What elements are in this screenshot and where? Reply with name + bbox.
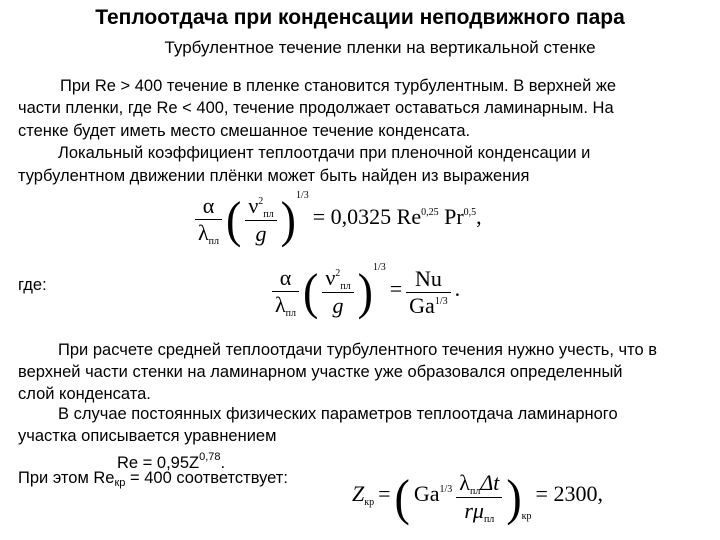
right-paren: ) [357, 263, 373, 320]
outer-subscript: кр [521, 511, 532, 523]
text-line-9: В случае постоянных физических параметров теплоотдача ламинарного [58, 405, 618, 423]
g-symbol: g [255, 221, 267, 247]
equation-re-main: Re = 0,95Z [117, 454, 200, 472]
nusselt-symbol: Nu [406, 266, 450, 293]
lambda-subscript: пл [285, 308, 297, 320]
text-line-3: стенке будет иметь место смешанное течение конденсата. [18, 122, 471, 140]
fraction-nu-ga [406, 266, 450, 319]
lambda-subscript: пл [469, 486, 481, 497]
text-line-6: При расчете средней теплоотдачи турбулентного течения нужно учесть, что в [58, 341, 658, 359]
nu-symbol: ν [325, 265, 336, 291]
text-line-11-pre: При этом Re [18, 469, 115, 487]
mu-subscript: пл [483, 514, 495, 525]
alpha-symbol: α [272, 265, 299, 292]
fraction-alpha-lambda [195, 193, 222, 247]
galileo-symbol: Ga [409, 292, 435, 318]
page-subtitle: Турбулентное течение пленки на вертикальной стенке [164, 38, 596, 57]
equation-re-power: 0,78 [199, 451, 221, 463]
power-one-third: 1/3 [295, 190, 309, 201]
formula-nusselt-relation [272, 262, 460, 319]
formula-tail: , [597, 481, 603, 507]
pr-power: 0,5 [463, 207, 477, 218]
fraction-nu-g [322, 265, 353, 319]
formula-rhs: = 0,0325 Re [312, 204, 422, 229]
formula-critical-z [352, 470, 603, 525]
text-line-8: слой конденсата. [18, 385, 151, 403]
g-symbol: g [332, 293, 344, 319]
lambda-symbol: λ [275, 292, 286, 318]
re-power: 0,25 [421, 207, 439, 218]
z-subscript: кр [364, 497, 375, 509]
fraction-alpha-lambda [272, 265, 299, 319]
page-title: Теплоотдача при конденсации неподвижного пара [95, 6, 625, 29]
re-critical-subscript: кр [114, 477, 126, 489]
text-line-4: Локальный коэффициент теплоотдачи при пленочной конденсации и [58, 144, 591, 162]
lambda-subscript: пл [208, 236, 220, 248]
galileo-power: 1/3 [439, 484, 453, 496]
text-line-11-post: = 400 соответствует: [125, 469, 288, 487]
text-line-10: участка описывается уравнением [18, 427, 277, 445]
formula-tail: . [454, 276, 461, 301]
lambda-symbol: λ [459, 470, 470, 495]
left-paren: ( [226, 191, 242, 248]
equation-re-end: . [220, 454, 226, 472]
left-paren: ( [394, 468, 410, 525]
alpha-symbol: α [195, 193, 222, 220]
lambda-symbol: λ [198, 220, 209, 246]
text-line-2: части пленки, где Re < 400, течение продолжает оставаться ламинарным. На [18, 99, 614, 117]
nu-power: 2 [258, 196, 264, 208]
text-line-1: При Re > 400 течение в пленке становится турбулентным. В верхней же [60, 77, 617, 95]
text-line-7: верхней части стенки на ламинарном участке уже образовался определенный [18, 363, 623, 381]
formula-tail: , [476, 204, 482, 229]
right-paren: ) [506, 468, 522, 525]
fraction-nu-g [245, 193, 276, 247]
delta-t: Δt [480, 470, 500, 495]
text-line-5: турбулентном движении плёнки может быть найден из выражения [18, 167, 530, 185]
formula-local-coefficient [195, 190, 482, 247]
fraction-lambda-dt [456, 470, 502, 525]
left-paren: ( [303, 263, 319, 320]
r-mu-symbol: rμ [464, 498, 484, 523]
nu-subscript: пл [263, 209, 274, 221]
nu-subscript: пл [340, 281, 351, 293]
nu-symbol: ν [248, 193, 259, 219]
galileo-power: 1/3 [434, 295, 448, 307]
text-gde: где: [18, 276, 47, 294]
galileo-symbol: Ga [413, 481, 440, 507]
formula-rhs: = 2300 [535, 481, 598, 507]
pr-symbol: Pr [438, 204, 464, 229]
nu-power: 2 [335, 268, 341, 280]
power-one-third: 1/3 [372, 262, 386, 273]
right-paren: ) [280, 191, 296, 248]
equals-sign: = [378, 481, 391, 507]
z-symbol: Z [352, 481, 365, 507]
equals-sign: = [389, 276, 403, 301]
